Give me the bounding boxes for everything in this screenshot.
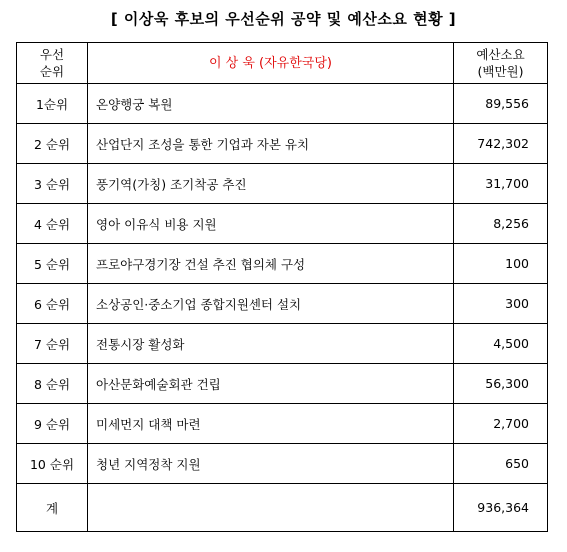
pledge-budget-table bbox=[16, 42, 548, 532]
rank-cell: 5 순위 bbox=[17, 244, 88, 284]
pledge-cell: 청년 지역정착 지원 bbox=[88, 444, 454, 484]
pledge-cell: 미세먼지 대책 마련 bbox=[88, 404, 454, 444]
table-row bbox=[17, 324, 548, 364]
rank-cell: 9 순위 bbox=[17, 404, 88, 444]
amount-cell: 8,256 bbox=[454, 204, 548, 244]
pledge-cell: 프로야구경기장 건설 추진 협의체 구성 bbox=[88, 244, 454, 284]
table-row bbox=[17, 284, 548, 324]
rank-cell: 7 순위 bbox=[17, 324, 88, 364]
page-title: [ 이상욱 후보의 우선순위 공약 및 예산소요 현황 ] bbox=[110, 10, 457, 28]
amount-cell: 56,300 bbox=[454, 364, 548, 404]
rank-cell: 3 순위 bbox=[17, 164, 88, 204]
amount-cell: 4,500 bbox=[454, 324, 548, 364]
rank-cell: 2 순위 bbox=[17, 124, 88, 164]
total-empty-cell bbox=[88, 484, 454, 532]
rank-cell: 10 순위 bbox=[17, 444, 88, 484]
amount-cell: 89,556 bbox=[454, 84, 548, 124]
pledge-cell: 영아 이유식 비용 지원 bbox=[88, 204, 454, 244]
pledge-cell: 아산문화예술회관 건립 bbox=[88, 364, 454, 404]
total-label: 계 bbox=[17, 484, 88, 532]
budget-header bbox=[454, 43, 548, 84]
table-row bbox=[17, 404, 548, 444]
table-row bbox=[17, 84, 548, 124]
table-row bbox=[17, 204, 548, 244]
table-row bbox=[17, 244, 548, 284]
pledge-cell: 풍기역(가칭) 조기착공 추진 bbox=[88, 164, 454, 204]
amount-cell: 2,700 bbox=[454, 404, 548, 444]
table-row bbox=[17, 364, 548, 404]
pledge-cell: 산업단지 조성을 통한 기업과 자본 유치 bbox=[88, 124, 454, 164]
amount-cell: 742,302 bbox=[454, 124, 548, 164]
rank-header bbox=[17, 43, 88, 84]
amount-cell: 31,700 bbox=[454, 164, 548, 204]
total-amount: 936,364 bbox=[454, 484, 548, 532]
amount-cell: 100 bbox=[454, 244, 548, 284]
pledge-cell: 온양행궁 복원 bbox=[88, 84, 454, 124]
rank-header-line2: 순위 bbox=[39, 64, 65, 79]
total-row bbox=[17, 484, 548, 532]
candidate-header: 이 상 욱 (자유한국당) bbox=[88, 43, 454, 84]
rank-cell: 6 순위 bbox=[17, 284, 88, 324]
rank-header-line1: 우선 bbox=[39, 47, 65, 62]
amount-cell: 300 bbox=[454, 284, 548, 324]
rank-cell: 1순위 bbox=[17, 84, 88, 124]
table-row bbox=[17, 164, 548, 204]
table-header-row bbox=[17, 43, 548, 84]
rank-cell: 4 순위 bbox=[17, 204, 88, 244]
table-row bbox=[17, 124, 548, 164]
budget-header-line2: (백만원) bbox=[477, 64, 524, 79]
table-row bbox=[17, 444, 548, 484]
pledge-cell: 소상공인·중소기업 종합지원센터 설치 bbox=[88, 284, 454, 324]
pledge-cell: 전통시장 활성화 bbox=[88, 324, 454, 364]
amount-cell: 650 bbox=[454, 444, 548, 484]
rank-cell: 8 순위 bbox=[17, 364, 88, 404]
budget-header-line1: 예산소요 bbox=[476, 47, 525, 62]
